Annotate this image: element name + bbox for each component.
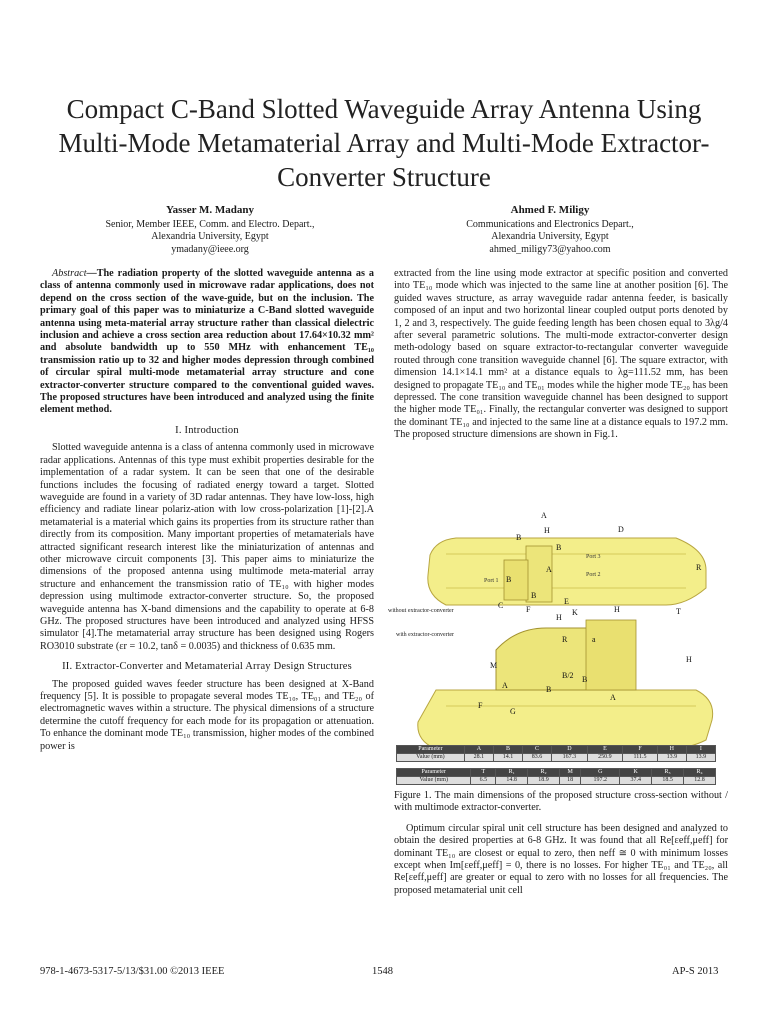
abstract-text: —The radiation property of the slotted waveguide antenna as a class of antenna commonly used in microwave radar applications, does not depend on the cross section of the wave-guide, but on the inclusion. The primary goal of this paper was to miniaturize a C-Band slotted waveguide antenna using meta-material array structure rather than classical dielectric inclusion and achieve a cross section area reduction about 17.64×10.32 mm² and absolute bandwidth up to 550 MHz with enhancement TE₁₀ transmission ratio up to 32 and higher modes depression through combined of circular spiral multi-mode metamaterial array structure and cone extractor-converter structure compared to the conventional guided waves. The proposed structures have been introduced and analyzed using the finite element method. xyxy=(40,268,374,416)
svg-text:F: F xyxy=(526,605,531,614)
footer-copyright: 978-1-4673-5317-5/13/$31.00 ©2013 IEEE xyxy=(40,966,225,977)
svg-text:A: A xyxy=(546,565,552,574)
author-university: Alexandria University, Egypt xyxy=(151,231,269,242)
table-cell: Value (mm) xyxy=(397,777,471,785)
right-text-2: Optimum circular spiral unit cell structure has been designed and analyzed to obtain the desired properties at 6-8 GHz. It was found that all Re[εeff,μeff] for dominant TE₁₀ are closest or equal to zero, then neff ≅ 0 with minimum losses except when Im[εeff,μeff] = 0, there is no losses. For higher TE₀₁ and TE₂₀, all Re[εeff,μeff] are greater or equal to zero with no losses for all frequencies. The proposed metamaterial unit cell xyxy=(394,822,728,896)
table-cell: A xyxy=(464,746,493,754)
table-cell: K xyxy=(620,769,652,777)
parameter-table-2 xyxy=(396,768,716,785)
svg-text:B: B xyxy=(531,591,537,600)
paper-title: Compact C-Band Slotted Waveguide Array Antenna Using Multi-Mode Metamaterial Array and Multi-Mode Extractor-Converter Structure xyxy=(58,94,710,192)
table-row xyxy=(397,777,716,785)
page-number: 1548 xyxy=(372,966,393,977)
table-cell: 37.4 xyxy=(620,777,652,785)
table-cell: 197.2 xyxy=(581,777,620,785)
svg-text:R: R xyxy=(696,563,702,572)
table-cell: I xyxy=(686,746,715,754)
svg-text:A: A xyxy=(541,511,547,520)
table-cell: R₁ xyxy=(496,769,528,777)
table-cell: 250.9 xyxy=(587,754,623,762)
table-cell: 111.5 xyxy=(623,754,658,762)
table-cell: E xyxy=(587,746,623,754)
table-cell: C xyxy=(523,746,552,754)
svg-text:B: B xyxy=(556,543,562,552)
table-cell: T xyxy=(471,769,496,777)
figure-caption: Figure 1. The main dimensions of the proposed structure cross-section without / with multimode extractor-converter. xyxy=(394,790,728,814)
svg-text:M: M xyxy=(490,661,498,670)
waveguide-figure xyxy=(386,510,726,758)
right-text-1: extracted from the line using mode extractor at specific position and converted into TE₁₀ mode which was injected to the same line at another position [6]. The guided waves structure, as array waveguide radar antenna feeder, is basically composed of an input and two horizontal linear coupled output ports denoted by 1, 2 and 3, respectively. The guide feeding length has been chosen equal to 3λg/4 after several parametric solutions. The multi-mode extractor-converter design meth-odology based on square extractor-to-rectangular converter waveguide routed through cone transition waveguide channel [6]. The square extractor, with dimension 14.1×14.1 mm² at a distance equals to λg=111.52 mm, has been designed to propagate TE₁₀ and TE₀₁ modes while the higher mode TE₂₀ has been depressed. The cone transition waveguide channel has been designed to support the higher mode TE₀₁. Finally, the rectangular converter was designed to support the dominant TE₁₀ and injected to the same line at a distance equals to 197.2 mm. The proposed structure dimensions are shown in Fig.1. xyxy=(394,268,728,441)
author-name: Yasser M. Madany xyxy=(165,204,255,216)
table-cell: 14.8 xyxy=(496,777,528,785)
svg-text:D: D xyxy=(618,525,624,534)
port3-label: Port 3 xyxy=(586,554,601,560)
table-cell: Parameter xyxy=(397,769,471,777)
author-affiliation: Communications and Electronics Depart., xyxy=(466,218,634,230)
svg-text:B: B xyxy=(506,575,512,584)
abstract xyxy=(40,268,374,417)
table-header-row xyxy=(397,746,716,754)
table-cell: Parameter xyxy=(397,746,465,754)
right-column-bottom xyxy=(394,790,728,897)
table-cell: G xyxy=(581,769,620,777)
section-heading-1: I. Introduction xyxy=(175,424,239,436)
svg-text:E: E xyxy=(564,597,569,606)
table-cell: 18.5 xyxy=(652,777,684,785)
svg-text:G: G xyxy=(510,707,516,716)
table-row xyxy=(397,754,716,762)
table-cell: F xyxy=(623,746,658,754)
table-cell: R₂ xyxy=(528,769,560,777)
table-cell: 18 xyxy=(560,777,581,785)
author-affiliation: Senior, Member IEEE, Comm. and Electro. Depart., xyxy=(105,218,315,230)
waveguide-3d-without xyxy=(428,538,706,605)
table-header-row xyxy=(397,769,716,777)
svg-text:B: B xyxy=(516,533,522,542)
svg-text:C: C xyxy=(498,601,504,610)
svg-text:H: H xyxy=(556,613,562,622)
svg-text:F: F xyxy=(478,701,483,710)
author-block-1 xyxy=(60,204,360,256)
table-cell: 28.1 xyxy=(464,754,493,762)
table-cell: M xyxy=(560,769,581,777)
table-cell: 12.8 xyxy=(684,777,716,785)
svg-text:B: B xyxy=(546,685,552,694)
table-cell: 167.3 xyxy=(552,754,588,762)
svg-text:R: R xyxy=(562,635,568,644)
table-cell: H xyxy=(657,746,686,754)
label-with: with extractor-converter xyxy=(396,632,455,638)
table-cell: D xyxy=(552,746,588,754)
left-column xyxy=(40,268,374,753)
svg-text:H: H xyxy=(544,526,550,535)
conference-name: AP-S 2013 xyxy=(672,966,719,977)
author-email: ahmed_miligy73@yahoo.com xyxy=(489,243,611,255)
introduction-text: Slotted waveguide antenna is a class of antenna commonly used in microwave radar applications. Antennas of this type must exhibit properties desirable for the implementation of a radar system. It can be seen that one of the desirable functions includes the focusing of radiated energy toward a target. Slotted waveguide are found in a variety of 3D radar antennas. They have low-loss, high efficiency and radiate linear polariz-ation with low cross-polarization [1]-[2].A metamaterial is a material which gains its properties from its structure rather than directly from its composition. Many important properties of metamaterials have attracted significant research interest like the miniaturization of antennas and other microwave circuit components [3]. This paper aims to miniaturize the dimensions of the proposed antenna using multimode meta-material array structure and enhancement the transmission ratio of TE₁₀ with higher modes depression using multimode extractor-converter structure. So, the proposed waveguide antenna has X-band dimensions and the capability to operate at 6-8 GHz. The proposed structures have been introduced and analyzed using HFSS simulator [4].The metamaterial array structure has been designed using Rogers RO3010 substrate (εr = 10.2, tanδ = 0.0035) and thickness of 0.635 mm. xyxy=(40,442,374,652)
table-cell: 13.9 xyxy=(686,754,715,762)
svg-text:H: H xyxy=(614,605,620,614)
table-cell: 18.9 xyxy=(528,777,560,785)
label-without: without extractor-converter xyxy=(388,608,454,614)
author-block-2 xyxy=(400,204,700,256)
svg-text:A: A xyxy=(502,681,508,690)
section2-text: The proposed guided waves feeder structure has been designed at X-Band frequency [5]. It is possible to propagate several modes TE₁₀, TE₀₁ and TE₂₀ of electromagnetic waves within a structure. The physical dimensions of a structure determine the cutoff frequency for each mode for its propagation or attenuation. To enhance the dominant mode TE₁₀ transmission, higher modes of the combined power is xyxy=(40,678,374,752)
right-column-top xyxy=(394,268,728,442)
svg-text:A: A xyxy=(610,693,616,702)
table-cell: R₃ xyxy=(652,769,684,777)
svg-text:a: a xyxy=(592,635,596,644)
abstract-label: Abstract xyxy=(52,268,87,279)
table-cell: B xyxy=(493,746,522,754)
author-email: ymadany@ieee.org xyxy=(171,243,249,255)
parameter-table-1 xyxy=(396,745,716,762)
svg-text:K: K xyxy=(572,608,578,617)
svg-text:B: B xyxy=(582,675,588,684)
svg-text:B/2: B/2 xyxy=(562,671,574,680)
port2-label: Port 2 xyxy=(586,572,601,578)
table-cell: 14.1 xyxy=(493,754,522,762)
table-cell: Value (mm) xyxy=(397,754,465,762)
table-cell: 13.9 xyxy=(657,754,686,762)
svg-text:T: T xyxy=(676,607,681,616)
table-cell: 83.6 xyxy=(523,754,552,762)
section-heading-2: II. Extractor-Converter and Metamaterial Array Design Structures xyxy=(62,661,352,673)
port1-label: Port 1 xyxy=(484,578,499,584)
author-university: Alexandria University, Egypt xyxy=(491,231,609,242)
table-cell: 6.5 xyxy=(471,777,496,785)
author-name: Ahmed F. Miligy xyxy=(510,204,590,216)
table-cell: R₄ xyxy=(684,769,716,777)
svg-text:H: H xyxy=(686,655,692,664)
